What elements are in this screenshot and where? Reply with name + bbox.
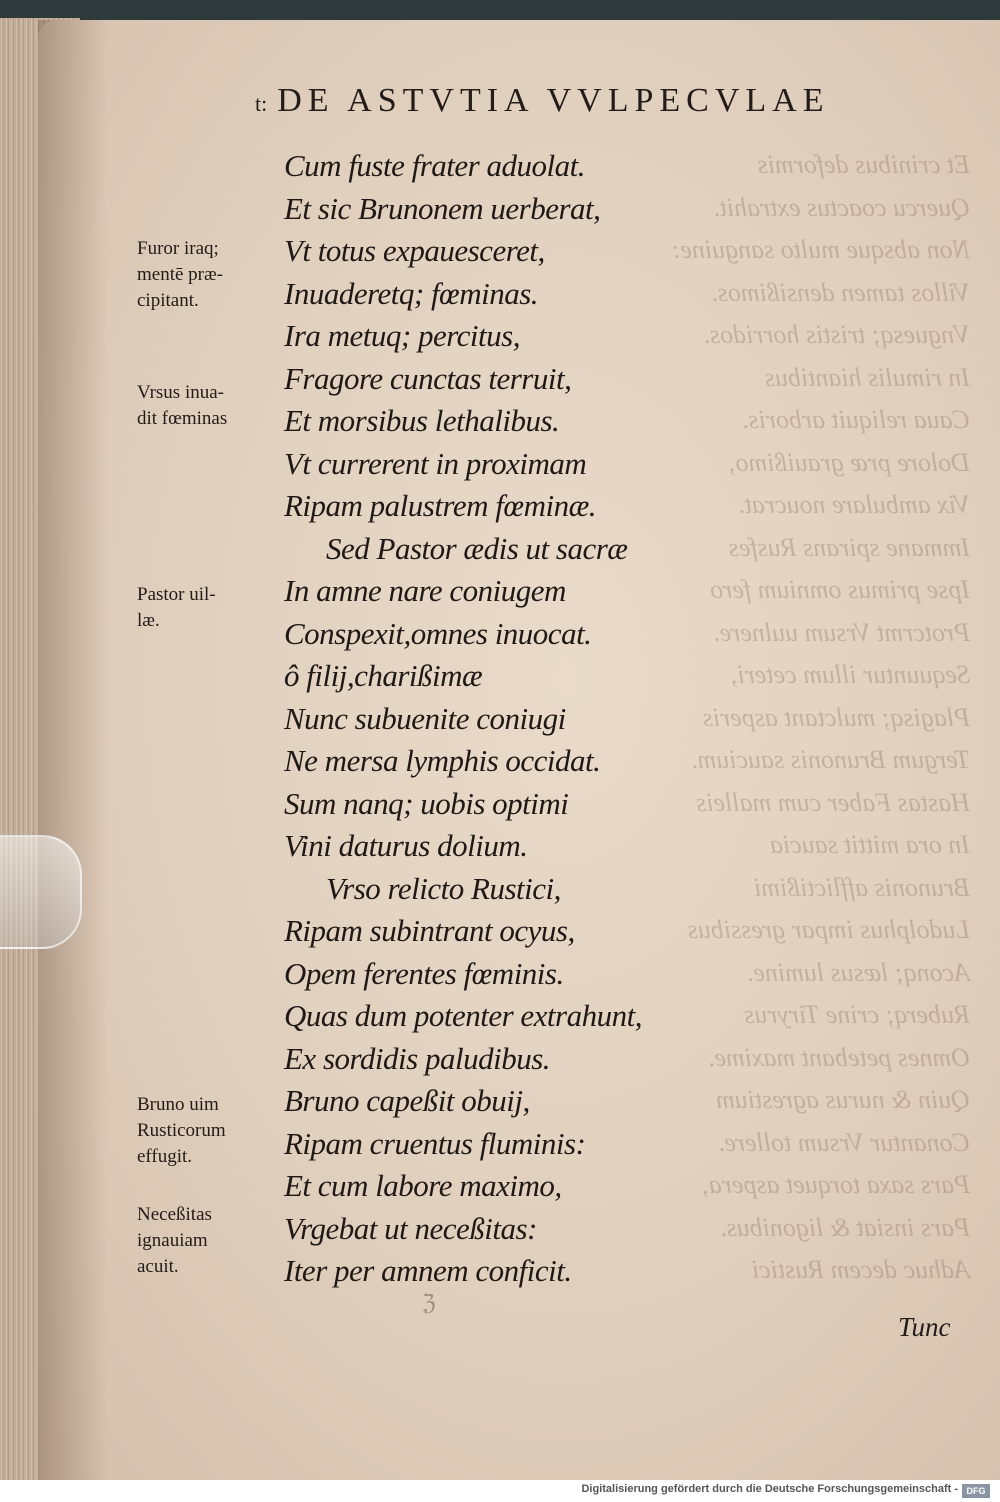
- catchword: Tunc: [898, 1312, 951, 1342]
- show-through-line: Pars saxa torquet aspera,: [702, 1170, 970, 1199]
- marginal-note: Furor iraq; mentē præ- cipitant.: [137, 238, 224, 311]
- page-clip: [0, 835, 82, 949]
- show-through-line: Et crinibus deformis: [757, 150, 970, 179]
- show-through-line: Ludolphus impar gressibus: [687, 915, 970, 944]
- verse-line: Vrgebat ut neceßitas:: [284, 1210, 537, 1246]
- show-through-line: Quin & nurus agrestium: [716, 1085, 970, 1114]
- verse-line: Conspexit,omnes inuocat.: [284, 615, 592, 651]
- show-through-line: Conantur Vrsum tollere.: [717, 1127, 970, 1157]
- verse-line: Ne mersa lymphis occidat.: [284, 743, 601, 778]
- verse-line: Vt totus expauesceret,: [284, 233, 545, 268]
- verse-line: Cum fuste frater aduolat.: [284, 148, 585, 183]
- marginal-note: Neceßitas ignauiam acuit.: [137, 1204, 212, 1277]
- show-through-line: Vnguesq; tristis horridos.: [703, 320, 970, 349]
- show-through-line: Vix ambulare noucrat.: [738, 490, 970, 519]
- verse-line: Fragore cunctas terruit,: [284, 360, 572, 396]
- running-head-mark: t:: [255, 91, 268, 116]
- show-through-line: In ora mittit saucia: [769, 830, 970, 859]
- verse-line: Et cum labore maximo,: [284, 1168, 562, 1203]
- verse-line: ô filij,charißimæ: [284, 658, 483, 693]
- show-through-line: Brunonis afflictißimi: [754, 872, 970, 902]
- show-through-line: Dolore præ grauißimo,: [729, 447, 970, 477]
- show-through-line: Sequuntur illum ceteri,: [730, 660, 970, 689]
- show-through-line: Non absque multo sanguine:: [671, 235, 970, 264]
- show-through-line: Aconq; læsus lumine.: [746, 957, 970, 987]
- verse-line: Bruno capeßit obuij,: [284, 1083, 530, 1118]
- verse-line: Ira metuq; percitus,: [284, 318, 520, 353]
- verse-line: Et sic Brunonem uerberat,: [284, 190, 601, 226]
- verse-line: Ripam subintrant ocyus,: [284, 913, 575, 948]
- verse-line: Ex sordidis paludibus.: [284, 1040, 551, 1076]
- marginal-note: Pastor uil- læ.: [137, 584, 216, 631]
- verse-line: Ripam palustrem fœminæ.: [284, 488, 597, 523]
- show-through-line: Hastas Faber cum malleis: [696, 787, 970, 817]
- marginal-note: Bruno uim Rusticorum effugit.: [137, 1094, 226, 1167]
- verse-line: Vrso relicto Rustici,: [326, 870, 561, 906]
- footer-credit: Digitalisierung gefördert durch die Deutsche Forschungsgemeinschaft -: [581, 1483, 958, 1495]
- show-through-line: Quercu coactus extrahit.: [713, 192, 970, 222]
- show-through-line: Plagisq; mulctant asperis: [702, 702, 970, 732]
- verse-line: Sum nanq; uobis optimi: [284, 785, 569, 821]
- verse-line: Nunc subuenite coniugi: [284, 700, 566, 736]
- show-through-line: Ruberq; crine Tiryrus: [744, 1000, 970, 1029]
- show-through-line: Protcrmt Vrsum uulnere.: [713, 617, 970, 647]
- verse-line: Et morsibus lethalibus.: [284, 403, 560, 438]
- verse-line: Inuaderetq; fœminas.: [284, 275, 539, 311]
- running-head-title: DE ASTVTIA VVLPECVLAE: [277, 82, 830, 119]
- signature-mark: ℨ: [422, 1290, 436, 1315]
- marginal-note: Vrsus inua- dit fœminas: [137, 382, 228, 429]
- verse-line: Quas dum potenter extrahunt,: [284, 998, 642, 1033]
- verse-line: Opem ferentes fœminis.: [284, 955, 564, 991]
- show-through-line: Villos tamen densißimos.: [711, 277, 970, 307]
- show-through-line: Ipse primus omnium fero: [710, 575, 970, 604]
- verse-line: Vini daturus dolium.: [284, 828, 528, 863]
- show-through-line: Caua reliquit arboris.: [741, 405, 970, 434]
- verse-line: In amne nare coniugem: [284, 573, 566, 608]
- show-through-line: Omnes petebant maxime.: [707, 1042, 970, 1072]
- show-through-line: Pars insiat & ligonibus.: [720, 1212, 970, 1242]
- dfg-logo: DFG: [962, 1484, 990, 1498]
- footer-bar: [0, 1480, 1000, 1502]
- verse-line: Sed Pastor ædis ut sacræ: [326, 530, 628, 566]
- show-through-line: In rimulis hiantibus: [764, 362, 970, 392]
- show-through-line: Tergum Brunonis saucium.: [690, 745, 970, 774]
- verse-line: Vt currerent in proximam: [284, 445, 587, 481]
- verse-line: Iter per amnem conficit.: [284, 1253, 572, 1288]
- verse-line: Ripam cruentus fluminis:: [284, 1125, 586, 1161]
- show-through-line: Immane spirans Rusfes: [728, 532, 970, 562]
- show-through-line: Adhuc decem Rustici: [751, 1255, 970, 1284]
